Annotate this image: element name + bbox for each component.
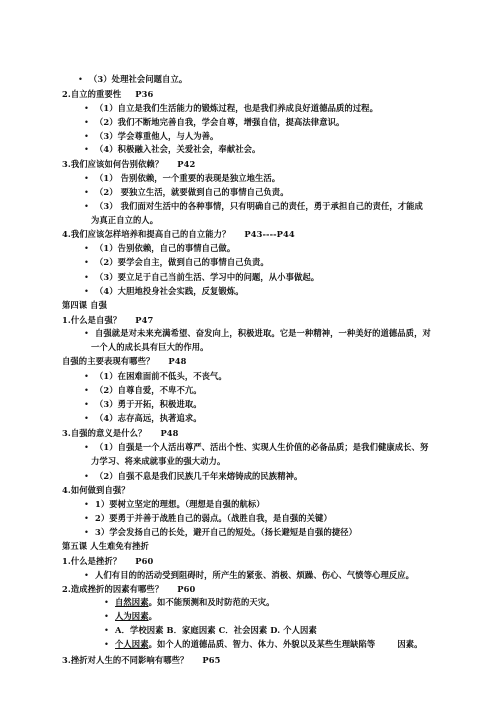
page-reference: P42 — [177, 159, 196, 169]
line-text: 2）要勇于并善于战胜自己的弱点。（战胜自我，是自强的关键） — [95, 513, 332, 523]
text-line — [62, 541, 149, 552]
bullet-line — [115, 639, 423, 650]
text-line — [62, 356, 186, 367]
text-line — [62, 89, 153, 100]
line-text: 第四课 自强 — [62, 300, 107, 310]
bullet-line — [95, 385, 202, 396]
line-text: 3.我们应该如何告别依赖？ — [62, 159, 164, 169]
bullet-line — [95, 286, 244, 297]
bullet-line — [95, 513, 332, 524]
bullet-line — [95, 570, 414, 581]
line-text: 2.造成挫折的因素有哪些？ — [62, 584, 164, 594]
line-text: 4.如何做到自强？ — [62, 485, 130, 495]
bullet-line — [95, 187, 289, 198]
bullet-line — [115, 597, 275, 608]
line-text: 自强的主要表现有哪些？ — [62, 356, 155, 366]
bullet-line — [95, 399, 202, 410]
text-line — [91, 342, 209, 353]
bullet-line — [95, 527, 357, 538]
line-text: 2.自立的重要性 — [62, 89, 122, 99]
text-line — [62, 584, 195, 595]
line-text: 1.什么是自强？ — [62, 315, 122, 325]
page-reference: P36 — [135, 89, 154, 99]
text-line — [91, 215, 158, 226]
bullet-line — [115, 611, 157, 622]
line-text: （1） 告别依赖，一个重要的表现是独立地生活。 — [95, 173, 281, 183]
line-text: 一个人的成长具有巨大的作用。 — [91, 342, 209, 352]
line-text: （3）勇于开拓，积极进取。 — [95, 399, 202, 409]
bullet-line — [95, 243, 235, 254]
line-text: 。 — [148, 611, 157, 621]
page-reference: P48 — [168, 356, 187, 366]
bullet-line — [95, 272, 319, 283]
bullet-line — [95, 173, 280, 184]
page-reference: P43----P44 — [244, 229, 295, 239]
line-text: （1）告别依赖，自己的事情自己做。 — [95, 243, 236, 253]
text-line — [62, 229, 295, 240]
line-text: （2）自强不息是我们民族几千年来熔铸成的民族精神。 — [95, 471, 303, 481]
line-text: 3）学会发扬自己的长处，避开自己的短处。（扬长避短是自强的捷径） — [95, 527, 358, 537]
bullet-line — [95, 257, 269, 268]
line-text: （4）志存高远，执著追求。 — [95, 413, 202, 423]
bullet-line — [95, 471, 302, 482]
bullet-line — [95, 131, 218, 142]
line-text: （4）大胆地投身社会实践，反复锻炼。 — [95, 286, 244, 296]
bullet-line — [95, 442, 428, 453]
bullet-line — [95, 201, 423, 212]
line-text: （1）在困难面前不低头，不丧气。 — [95, 371, 227, 381]
line-text: 3.自强的意义是什么？ — [62, 428, 147, 438]
page-reference: P60 — [135, 556, 154, 566]
page-reference: P65 — [202, 655, 221, 665]
bullet-line — [95, 103, 378, 114]
line-text: （2）我们不断地完善自我，学会自尊，增强自信，提高法律意识。 — [95, 117, 345, 127]
line-text: 自强就是对未来充满希望、奋发向上，积极进取。它是一种精神，一种美好的道德品质，对 — [95, 328, 431, 338]
bullet-line — [95, 413, 202, 424]
line-text: 3.挫折对人生的不同影响有哪些？ — [62, 655, 189, 665]
line-text: 。如不能预测和及时防范的天灾。 — [148, 597, 275, 607]
line-text: 。如个人的道德品质、智力、体力、外貌以及某些生理缺陷等 — [148, 639, 376, 649]
line-text: 1.什么是挫折？ — [62, 556, 122, 566]
line-text: （2）自尊自爱，不卑不亢。 — [95, 385, 202, 395]
underlined-term: 人为因素 — [115, 611, 149, 621]
text-line — [62, 315, 153, 326]
line-text: 力学习、将来成就事业的强大动力。 — [91, 456, 226, 466]
bullet-line — [95, 117, 344, 128]
bullet-line — [95, 499, 265, 510]
line-tail: 因素。 — [397, 639, 423, 649]
text-line — [91, 456, 225, 467]
page-reference: P60 — [177, 584, 196, 594]
text-line — [62, 485, 130, 496]
text-line — [62, 300, 107, 311]
page-reference: P48 — [160, 428, 179, 438]
line-text: （4）积极融入社会，关爱社会，奉献社会。 — [95, 144, 261, 154]
text-line — [62, 428, 179, 439]
text-line — [62, 159, 195, 170]
bullet-line — [95, 144, 260, 155]
bullet-line — [95, 371, 227, 382]
line-text: （1）自强是一个人活出尊严、活出个性、实现人生价值的必备品质；是我们健康成长、努 — [95, 442, 429, 452]
line-text: 人们有目的的活动受到阻碍时，所产生的紧张、消极、烦躁、伤心、气愤等心理反应。 — [95, 570, 415, 580]
underlined-term: 个人因素 — [115, 639, 149, 649]
line-text: （3） 我们面对生活中的各种事情，只有明确自己的责任，勇于承担自己的责任，才能成 — [95, 201, 423, 211]
bullet-line — [95, 328, 431, 339]
line-text: （2）要学会自主，做到自己的事情自己负责。 — [95, 257, 269, 267]
line-text: 为真正自立的人。 — [91, 215, 159, 225]
line-text: （3）要立足于自己当前生活、学习中的问题，从小事做起。 — [95, 272, 320, 282]
bullet-line — [89, 74, 187, 85]
line-text: A．学校因素 B．家庭因素 C．社会因素 D. 个人因素 — [115, 625, 317, 635]
underlined-term: 自然因素 — [115, 597, 149, 607]
line-text: （1）自立是我们生活能力的锻炼过程，也是我们养成良好道德品质的过程。 — [95, 103, 378, 113]
line-text: 第五课 人生难免有挫折 — [62, 541, 149, 551]
bullet-line — [115, 625, 317, 636]
line-text: （3）处理社会问题自立。 — [89, 74, 188, 84]
line-text: （2） 要独立生活，就要做到自己的事情自己负责。 — [95, 187, 289, 197]
page-reference: P47 — [135, 315, 154, 325]
line-text: 1）要树立坚定的理想。（理想是自强的航标） — [95, 499, 265, 509]
line-text: 4.我们应该怎样培养和提高自己的自立能力？ — [62, 229, 231, 239]
text-line — [62, 556, 153, 567]
line-text: （3）学会尊重他人，与人为善。 — [95, 131, 219, 141]
text-line — [62, 655, 221, 666]
